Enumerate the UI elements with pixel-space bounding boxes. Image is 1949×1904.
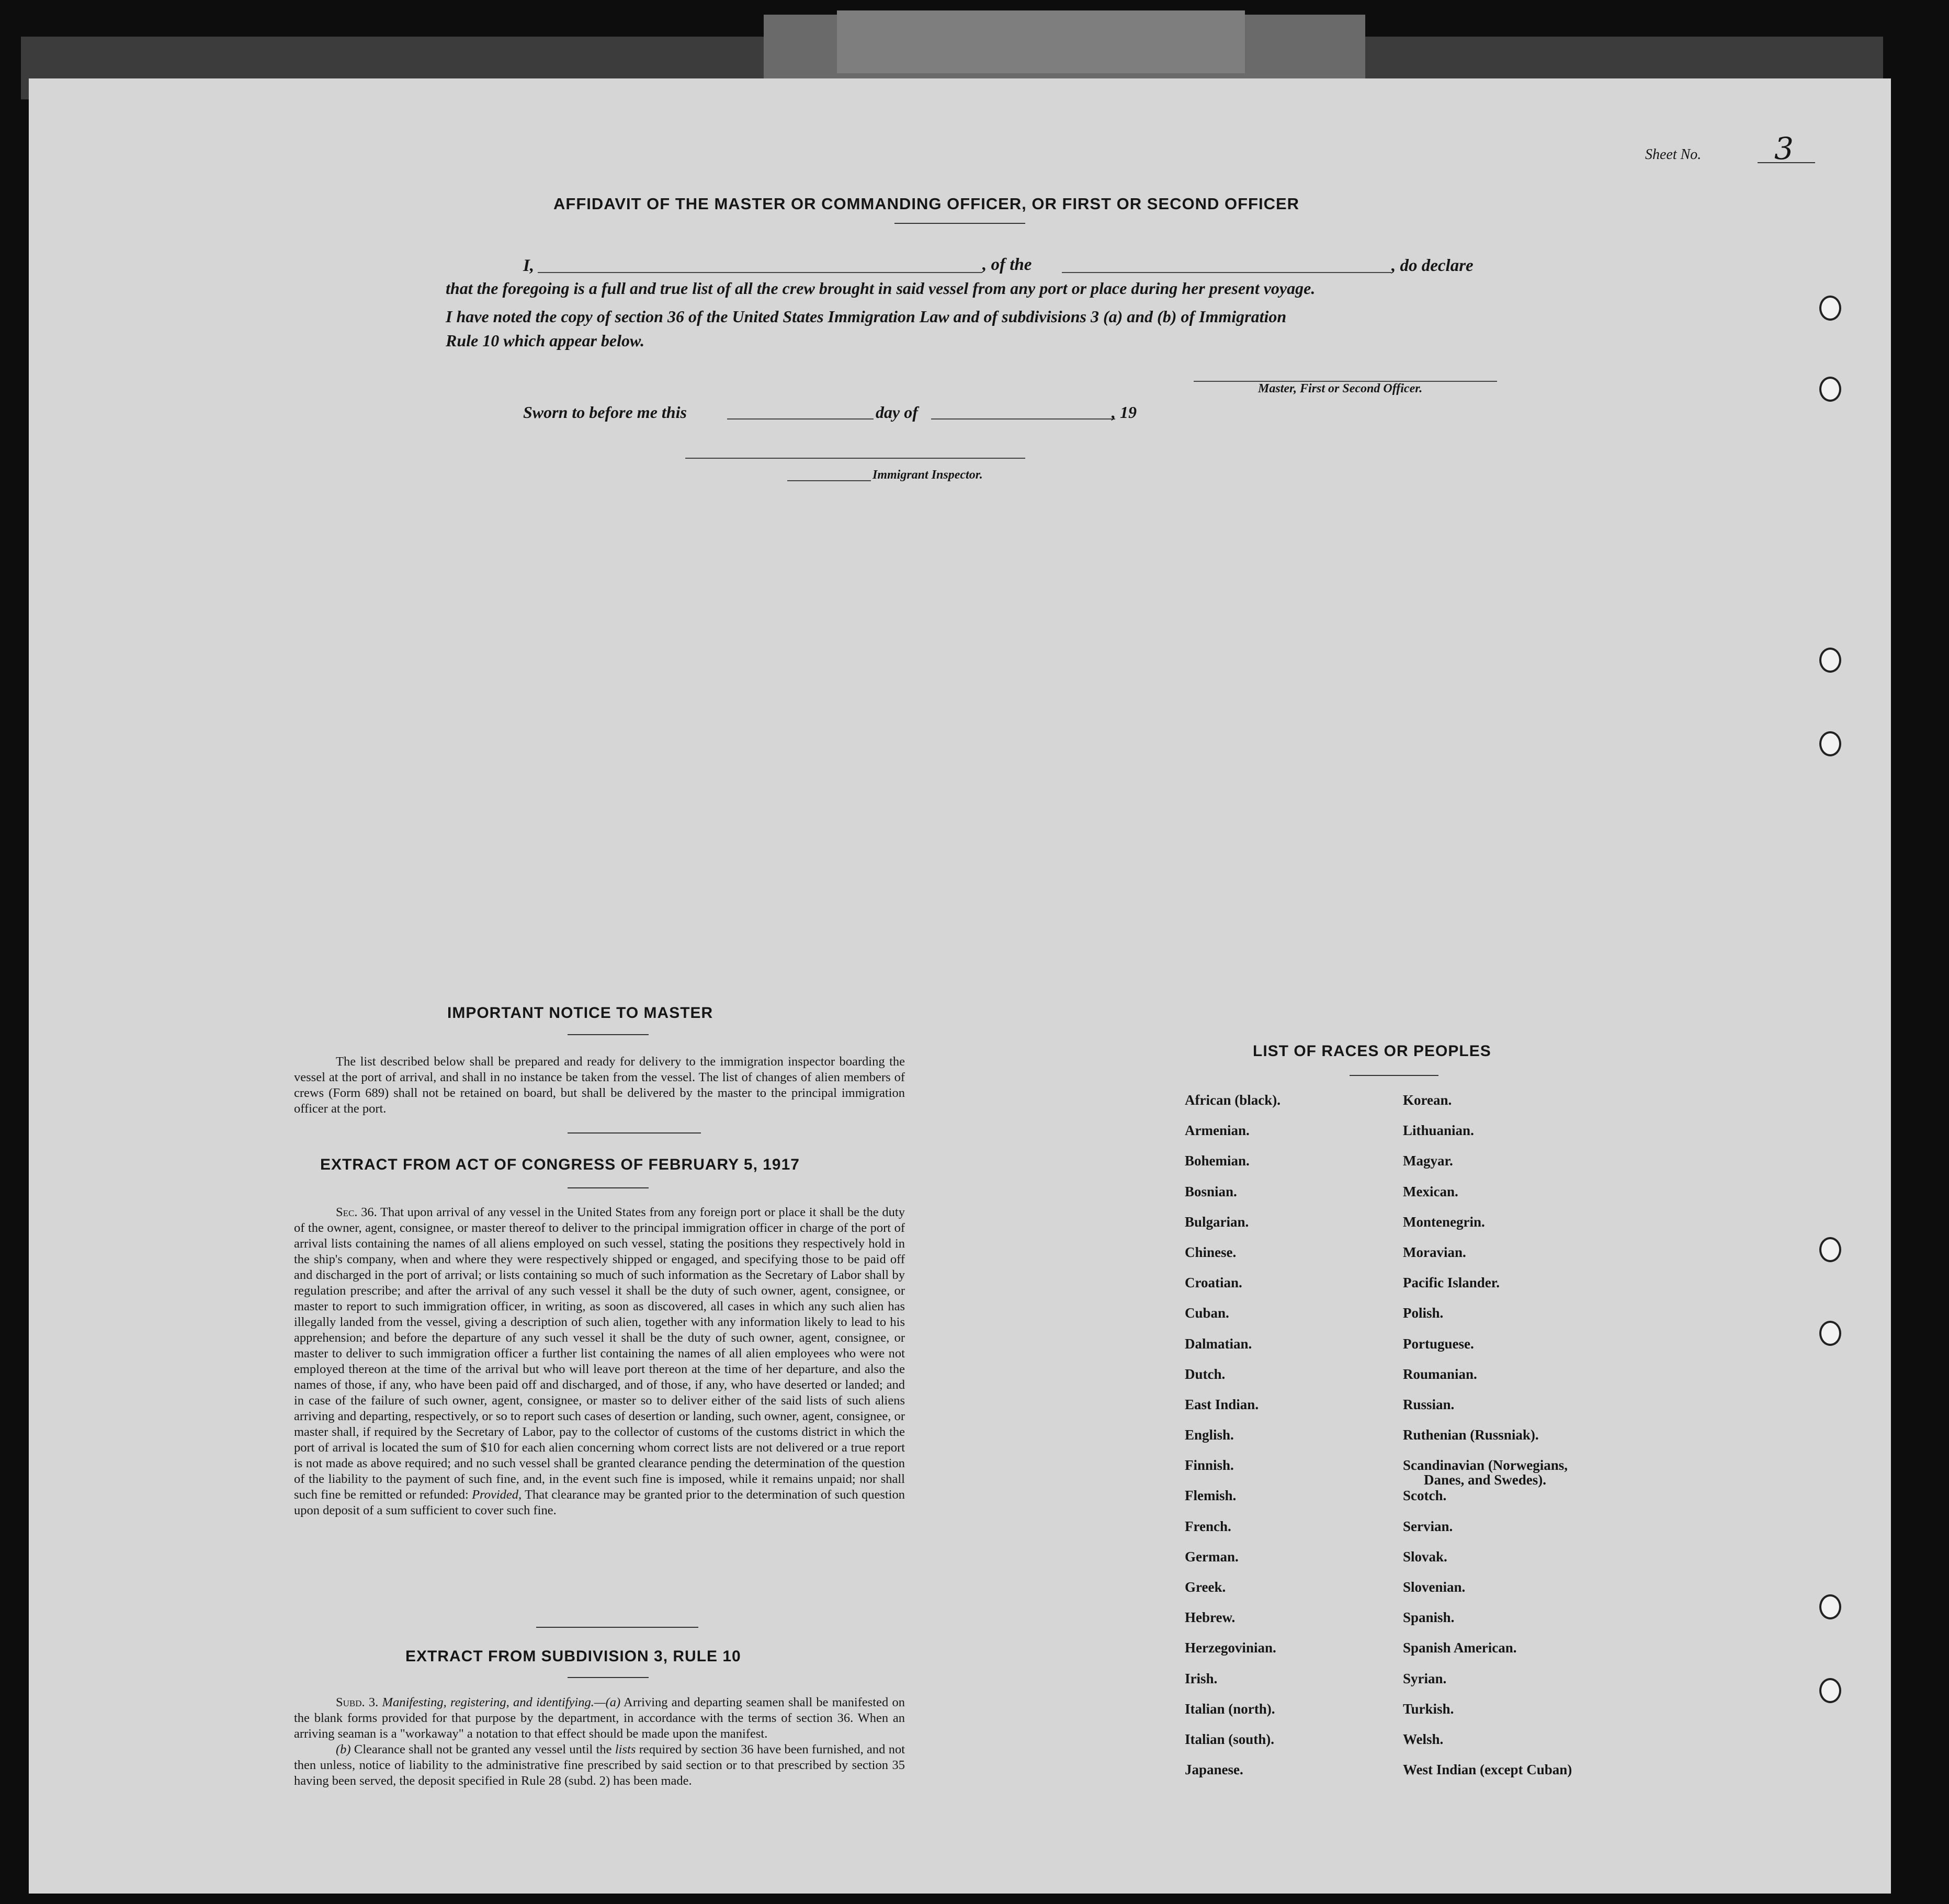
races-heading: LIST OF RACES OR PEOPLES (1253, 1042, 1491, 1060)
race-item: Croatian. (1185, 1275, 1242, 1291)
rule10-b-label: (b) (336, 1742, 351, 1756)
race-item: Mexican. (1403, 1183, 1458, 1199)
act-text-main: That upon arrival of any vessel in the United States from any foreign port or place it shall be the duty of the owner, agent, consignee, or master thereof to deliver to the principal immigration officer in charge of the port of arrival lists containing the names of all aliens employed on such vessel, stating the positions they respectively hold in the ship's company, when and where they were respectively shipped or engaged, and specifying those to be paid off and discharged in the port of arrival; or lists containing so much of such information as the Secretary of Labor shall by regulation prescribe; and after the arrival of any such vessel it shall be the duty of such owner, agent, consignee, or master to report to such immigration officer, in writing, as soon as discovered, all cases in which any such alien has illegally landed from the vessel, giving a description of such alien, together with any information likely to lead to his apprehension; and before the departure of any such vessel it shall be the duty of such owner, agent, consignee, or master to deliver to such immigration officer a further list containing the names of all alien employees who were not employed thereon at the time of the arrival but who will leave port thereon at the time of her departure, and also the names of those, if any, who have been paid off and discharged, and of those, if any, who have deserted or landed; and in case of the failure of such owner, agent, consignee, or master so to deliver either of the said lists of such aliens arriving and departing, respectively, or so to report such cases of desertion or landing, such owner, agent, consignee, or master shall, if required by the Secretary of Labor, pay to the collector of customs of the customs district in which the port of arrival is located the sum of $10 for each alien concerning whom correct lists are not delivered or a true report is not made as above required; and no such vessel shall be granted clearance pending the determination of the question of the liability to the payment of such fine, and, in the event such fine is imposed, while it remains unpaid; nor shall such fine be remitted or refunded: (294, 1205, 905, 1502)
race-item: Portuguese. (1403, 1335, 1474, 1352)
act-section-36-text (294, 1205, 905, 1518)
rule10-a-text: Arriving and departing seamen shall be manifested on the blank forms provided for that purpose by the department, in accordance with the terms of section 36. When an arriving seaman is a "workaway" a notation to that effect should be made upon the manifest. (294, 1695, 905, 1741)
race-item: Roumanian. (1403, 1366, 1477, 1382)
races-heading-rule (1350, 1075, 1438, 1076)
act-heading: EXTRACT FROM ACT OF CONGRESS OF FEBRUARY 5, 1917 (320, 1156, 800, 1173)
rule10-text (294, 1695, 905, 1789)
rule10-subd-title: Manifesting, registering, and identifying. (382, 1695, 594, 1709)
rule10-a-label: —(a) (594, 1695, 621, 1709)
punch-hole-icon (1819, 1594, 1841, 1619)
act-provided: Provided, (472, 1488, 522, 1502)
affidavit-line-4: Rule 10 which appear below. (446, 331, 645, 350)
rule10-b-text-2: required by section 36 have been furnished, and not then unless, notice of liability to the administrative fine prescribed by said section or to that prescribed by section 35 having been served, the deposit specified in Rule 28 (subd. 2) has been made. (294, 1742, 905, 1788)
punch-hole-icon (1819, 731, 1841, 756)
race-item: Welsh. (1403, 1731, 1444, 1747)
race-item: Scandinavian (Norwegians, (1403, 1457, 1568, 1474)
day-of-text: day of (876, 403, 918, 422)
race-item: Greek. (1185, 1579, 1226, 1595)
punch-hole-icon (1819, 1237, 1841, 1262)
race-item: Irish. (1185, 1670, 1218, 1686)
rule10-heading: EXTRACT FROM SUBDIVISION 3, RULE 10 (405, 1648, 741, 1665)
race-item: East Indian. (1185, 1396, 1259, 1412)
act-end-rule (536, 1627, 698, 1628)
race-item: Ruthenian (Russniak). (1403, 1427, 1539, 1443)
sheet-number-label: Sheet No. (1645, 146, 1702, 163)
punch-hole-icon (1819, 648, 1841, 673)
race-item: Bohemian. (1185, 1153, 1250, 1169)
race-item: French. (1185, 1518, 1231, 1534)
sheet-number-underline (1758, 162, 1815, 163)
race-item: Russian. (1403, 1396, 1455, 1412)
act-text-end: That clearance may be granted prior to the determination of such question upon deposit of a sum sufficient to cover such fine. (294, 1488, 905, 1517)
race-item: Bosnian. (1185, 1183, 1237, 1199)
race-item: Dalmatian. (1185, 1335, 1252, 1352)
sworn-day-blank[interactable] (727, 418, 874, 420)
notice-heading: IMPORTANT NOTICE TO MASTER (447, 1004, 713, 1022)
punch-hole-icon (1819, 1321, 1841, 1346)
notice-end-rule (568, 1132, 701, 1134)
affidavit-heading: AFFIDAVIT OF THE MASTER OR COMMANDING OFFICER, OR FIRST OR SECOND OFFICER (553, 195, 1300, 213)
race-item: Finnish. (1185, 1457, 1234, 1474)
race-item: Herzegovinian. (1185, 1640, 1276, 1656)
race-item: Bulgarian. (1185, 1214, 1249, 1230)
race-item: West Indian (except Cuban) (1403, 1762, 1572, 1778)
sworn-year-text: , 19 (1112, 403, 1137, 422)
punch-hole-icon (1819, 1678, 1841, 1703)
master-signature-label: Master, First or Second Officer. (1258, 382, 1423, 395)
punch-hole-icon (1819, 377, 1841, 402)
race-item: Dutch. (1185, 1366, 1226, 1382)
affidavit-of-the: , of the (982, 255, 1032, 274)
affidavit-declare: , do declare (1391, 256, 1474, 275)
race-item: Moravian. (1403, 1244, 1466, 1260)
rule10-b-text-1: Clearance shall not be granted any vessel until the (354, 1742, 612, 1756)
races-column-1 (1185, 1092, 1394, 1792)
affidavit-line-2: that the foregoing is a full and true list of all the crew brought in said vessel from any port or place during her present voyage. (446, 279, 1316, 298)
race-item: Lithuanian. (1403, 1123, 1474, 1139)
punch-hole-icon (1819, 296, 1841, 321)
race-item: German. (1185, 1548, 1239, 1565)
scan-underlying-sheet-tab (837, 10, 1245, 73)
race-item: Magyar. (1403, 1153, 1453, 1169)
rule10-subd-label: Subd. 3. (336, 1695, 379, 1709)
race-item: Polish. (1403, 1305, 1444, 1321)
race-item: Spanish American. (1403, 1640, 1517, 1656)
notice-text: The list described below shall be prepared and ready for delivery to the immigration inspector boarding the vessel at the port of arrival, and shall in no instance be taken from the vessel. The list of changes of alien members of crews (Form 689) shall not be retained on board, but shall be delivered by the master to the principal immigration officer at the port. (294, 1055, 905, 1116)
race-item: English. (1185, 1427, 1234, 1443)
inspector-label: Immigrant Inspector. (872, 468, 983, 482)
race-item-continued: Danes, and Swedes). (1424, 1472, 1547, 1488)
sworn-text: Sworn to before me this (523, 403, 687, 422)
race-item: Syrian. (1403, 1670, 1447, 1686)
act-heading-rule (568, 1187, 649, 1188)
act-section-label: Sec. 36. (336, 1205, 377, 1219)
race-item: Montenegrin. (1403, 1214, 1485, 1230)
race-item: Armenian. (1185, 1123, 1250, 1139)
race-item: Turkish. (1403, 1701, 1454, 1717)
race-item: Korean. (1403, 1092, 1452, 1108)
race-item: Slovak. (1403, 1548, 1447, 1565)
affiant-name-blank[interactable] (538, 272, 982, 273)
sworn-month-blank[interactable] (931, 418, 1115, 420)
race-item: Servian. (1403, 1518, 1453, 1534)
race-item: Pacific Islander. (1403, 1275, 1500, 1291)
inspector-signature-blank[interactable] (685, 458, 1025, 459)
race-item: Scotch. (1403, 1488, 1447, 1504)
race-item: Italian (north). (1185, 1701, 1275, 1717)
vessel-name-blank[interactable] (1062, 272, 1391, 273)
race-item: Italian (south). (1185, 1731, 1275, 1747)
race-item: Japanese. (1185, 1762, 1243, 1778)
affidavit-line-3: I have noted the copy of section 36 of the United States Immigration Law and of subdivisions 3 (a) and (b) of Immigration (446, 307, 1287, 326)
notice-heading-rule (568, 1034, 649, 1035)
sheet-number-value: 3 (1774, 131, 1794, 166)
race-item: Slovenian. (1403, 1579, 1466, 1595)
race-item: Chinese. (1185, 1244, 1237, 1260)
affidavit-i: I, (523, 256, 535, 275)
affidavit-heading-rule (894, 223, 1025, 224)
rule10-heading-rule (568, 1677, 649, 1678)
race-item: Flemish. (1185, 1488, 1237, 1504)
race-item: Hebrew. (1185, 1610, 1236, 1626)
races-column-2 (1403, 1092, 1633, 1792)
inspector-signature-short-rule (787, 480, 871, 481)
race-item: Cuban. (1185, 1305, 1229, 1321)
race-item: African (black). (1185, 1092, 1281, 1108)
race-item: Spanish. (1403, 1610, 1455, 1626)
rule10-b-lists: lists (615, 1742, 636, 1756)
